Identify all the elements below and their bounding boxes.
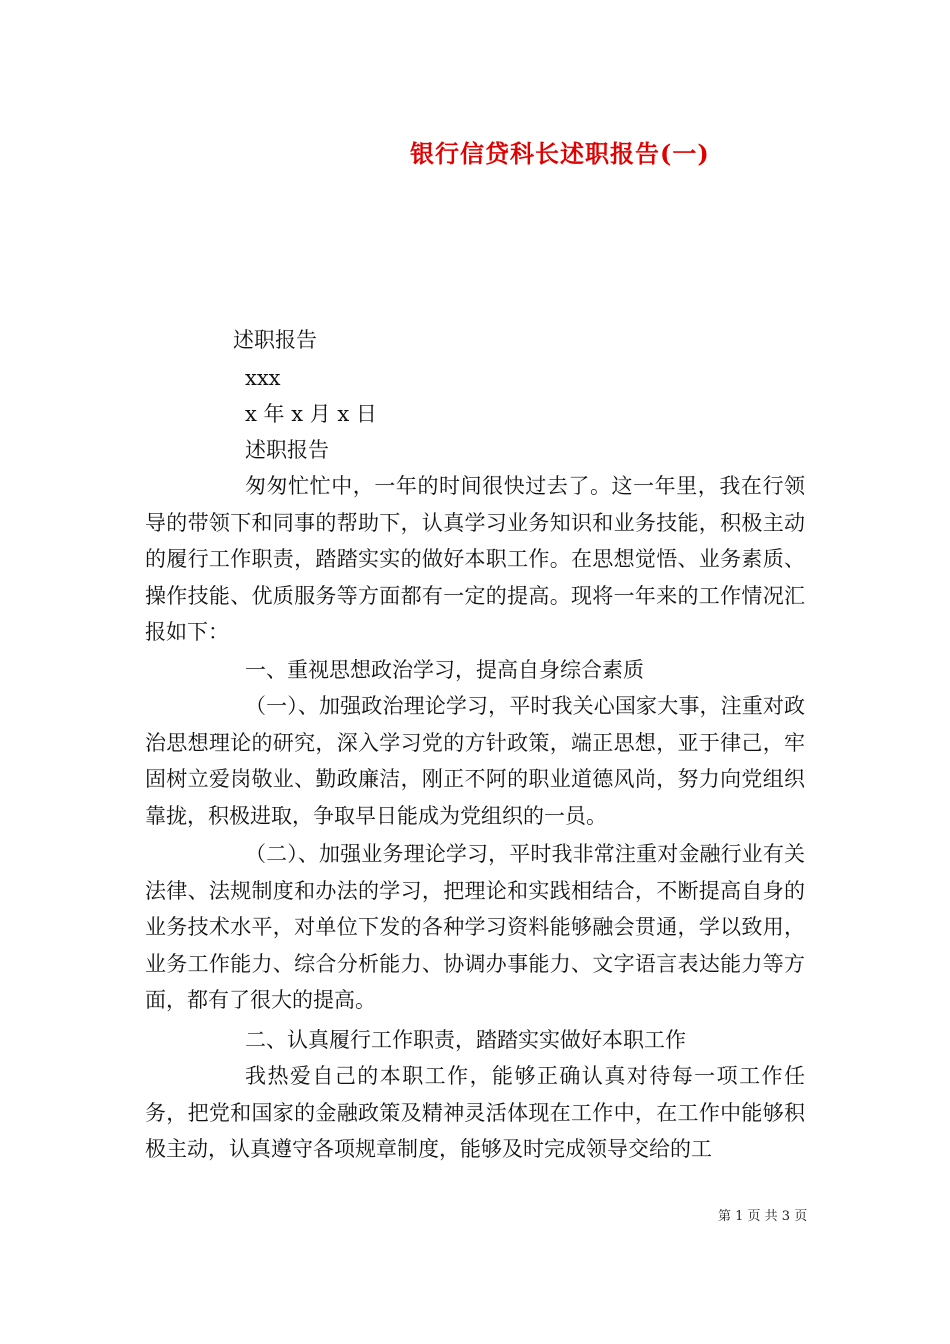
- document-title: 银行信贷科长述职报告(一): [410, 139, 710, 168]
- report-label-top: 述职报告: [233, 328, 317, 352]
- report-label-second: 述职报告: [245, 438, 329, 462]
- section-heading-2: 二、认真履行工作职责，踏踏实实做好本职工作: [245, 1028, 686, 1052]
- subsection-paragraph-1: （一）、加强政治理论学习，平时我关心国家大事，注重对政治思想理论的研究，深入学习党的方针政策，端正思想，亚于律己，牢固树立爱岗敬业、勤政廉洁，刚正不阿的职业道德风尚，努力向党组织靠拢，积极进取，争取早日能成为党组织的一员。: [145, 694, 805, 828]
- report-date: x 年 x 月 x 日: [245, 402, 377, 426]
- author-name: xxx: [245, 366, 281, 390]
- subsection-paragraph-2: （二）、加强业务理论学习，平时我非常注重对金融行业有关法律、法规制度和办法的学习，把理论和实践相结合，不断提高自身的业务技术水平，对单位下发的各种学习资料能够融会贯通，学以致用，业务工作能力、综合分析能力、协调办事能力、文字语言表达能力等方面，都有了很大的提高。: [145, 842, 805, 1012]
- intro-paragraph: 匆匆忙忙中，一年的时间很快过去了。这一年里，我在行领导的带领下和同事的帮助下，认真学习业务知识和业务技能，积极主动的履行工作职责，踏踏实实的做好本职工作。在思想觉悟、业务素质、操作技能、优质服务等方面都有一定的提高。现将一年来的工作情况汇报如下：: [145, 474, 805, 644]
- section-heading-1: 一、重视思想政治学习，提高自身综合素质: [245, 658, 644, 682]
- page-footer: 第 1 页 共 3 页: [718, 1209, 808, 1224]
- section-paragraph-2: 我热爱自己的本职工作，能够正确认真对待每一项工作任务，把党和国家的金融政策及精神灵活体现在工作中，在工作中能够积极主动，认真遵守各项规章制度，能够及时完成领导交给的工: [145, 1064, 805, 1161]
